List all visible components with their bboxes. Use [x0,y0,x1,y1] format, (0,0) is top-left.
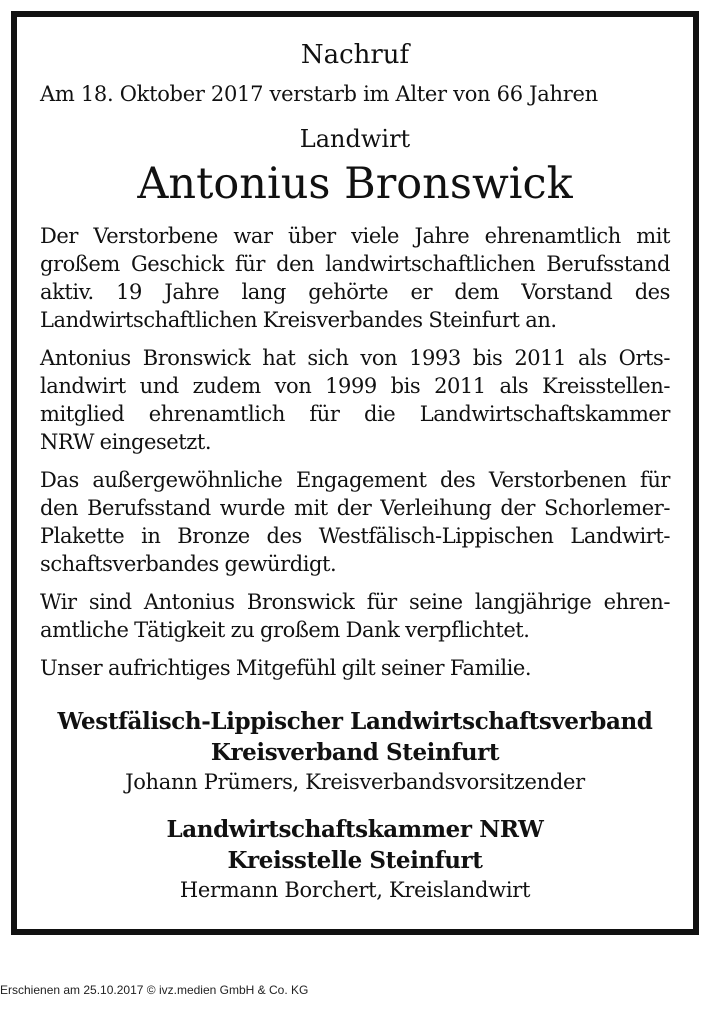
organization-branch: Kreisverband Steinfurt [210,739,500,766]
organization-name: Westfälisch-Lippischer Landwirtschaftsverband [57,708,653,735]
text-line: Unser aufrichtiges Mitgefühl gilt seiner Familie. [40,656,532,680]
text-line: Der Verstorbene war über viele Jahre ehrenamtlich mit [40,224,670,248]
text-line: Landwirtschaftlichen Kreisverbandes Steinfurt an. [40,308,557,332]
deceased-name: Antonius Bronswick [137,159,573,209]
organization-branch: Kreisstelle Steinfurt [227,847,483,874]
paragraph-1 [40,222,670,334]
obituary-heading: Nachruf [300,40,410,70]
signatory-person: Hermann Borchert, Kreislandwirt [179,878,531,902]
text-line: den Berufsstand wurde mit der Verleihung der Schorlemer- [40,496,670,520]
paragraph-2 [40,344,670,456]
text-line: Antonius Bronswick hat sich von 1993 bis 2011 als Orts- [40,346,670,370]
text-line: großem Geschick für den landwirtschaftlichen Berufsstand [40,252,670,276]
text-line: NRW eingesetzt. [40,430,212,454]
text-line: Wir sind Antonius Bronswick für seine langjährige ehren- [40,590,670,614]
signatory-block-1 [40,706,670,796]
death-line: Am 18. Oktober 2017 verstarb im Alter von 66 Jahren [40,82,598,106]
profession: Landwirt [299,125,411,153]
text-line: Das außergewöhnliche Engagement des Verstorbenen für [40,468,670,492]
text-line: landwirt und zudem von 1999 bis 2011 als Kreisstellen- [40,374,670,398]
signatory-person: Johann Prümers, Kreisverbandsvorsitzender [125,770,585,794]
paragraph-4 [40,588,670,644]
paragraph-3 [40,466,670,578]
text-line: amtliche Tätigkeit zu großem Dank verpflichtet. [40,618,530,642]
obituary-text [40,222,670,682]
text-line: Plakette in Bronze des Westfälisch-Lippischen Landwirt- [40,524,670,548]
publication-footer: Erschienen am 25.10.2017 © ivz.medien GmbH & Co. KG [0,983,309,997]
text-line: aktiv. 19 Jahre lang gehörte er dem Vorstand des [40,280,670,304]
text-line: mitglied ehrenamtlich für die Landwirtschaftskammer [40,402,670,426]
obituary-content [40,39,670,904]
text-line: schaftsverbandes gewürdigt. [40,552,337,576]
signatory-block-2 [40,814,670,904]
paragraph-5 [40,654,670,682]
obituary-frame [11,11,699,935]
organization-name: Landwirtschaftskammer NRW [166,816,544,843]
